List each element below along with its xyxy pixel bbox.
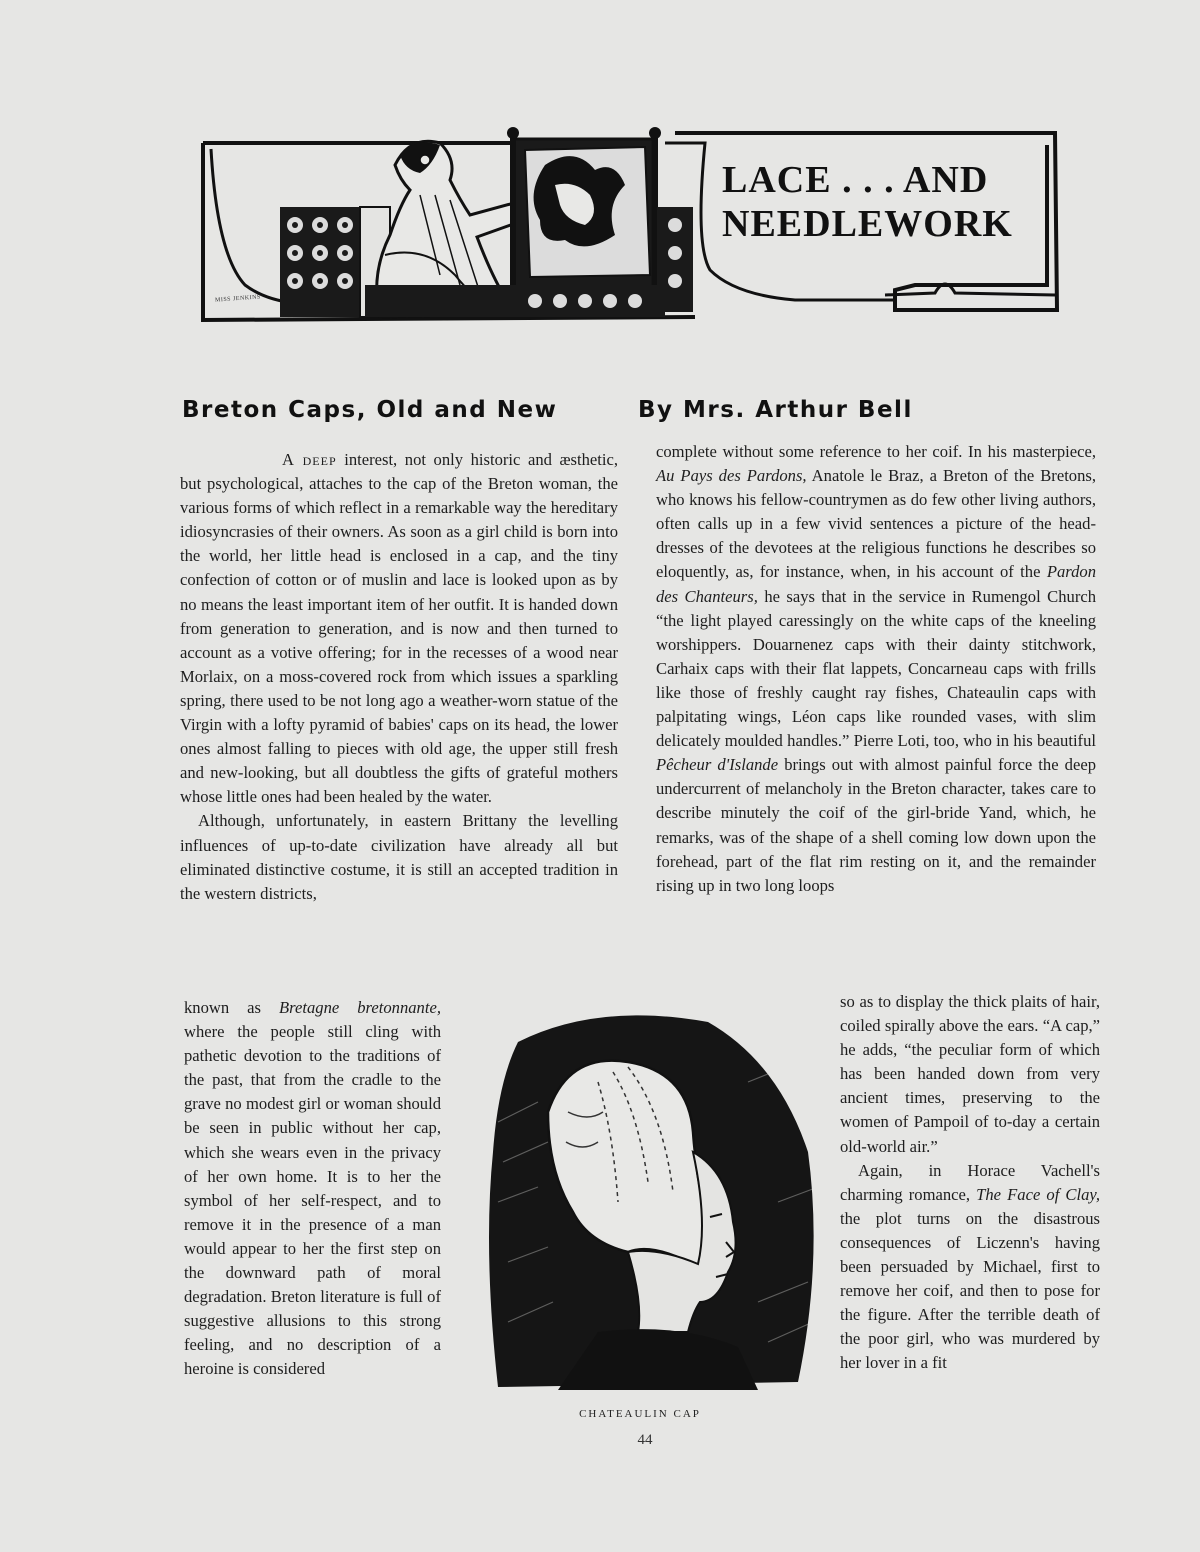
illustration-caption: CHATEAULIN CAP [579,1408,701,1420]
chateaulin-cap-illustration [478,1002,828,1394]
italic-title: Au Pays des Pardons, [656,466,807,486]
section-title-line1: LACE . . . AND [722,159,989,201]
text-span: Anatole le Braz, a Breton of the Bretons, who knows his fellow-countrymen as do few other living authors, often calls up in a few vivid sentences a picture of the head-dresses of the devotees at the religious functions he describes so eloquently, as, for instance, when, in his account of the [656,466,1097,582]
paragraph-1-text: interest, not only historic and æsthetic, but psychological, attaches to the cap of the Breton woman, the various forms of which reflect in a remarkable way the hereditary idiosyncrasies of their owners. As soon as a girl child is born into the world, her little head is enclosed in a cap, and the tiny confection of cotton or of muslin and lace is looked upon as by no means the least important item of her outfit. It is handed down from generation to generation, and is now and then turned to account as a votive offering; for in the recesses of a wood near Morlaix, on a moss-covered rock from which issues a sparkling spring, there used to be not long ago a weather-worn statue of the Virgin with a lofty pyramid of babies' caps on its head, the lower ones almost falling to pieces with old age, the upper still fresh and new-looking, but all doubtless the gifts of grateful mothers whose little ones had been healed by the water. [180,450,619,807]
right-column-main [656,440,1096,898]
paragraph-3-continued: so as to display the thick plaits of hair, coiled spirally above the ears. “A cap,” he adds, “the peculiar form of which has been handed down from very ancient times, preserving to the women of Pampoil of to-day a certain old-world air.” [840,992,1100,1156]
artist-signature: MISS JENKINS [214,294,261,304]
italic-title: Pêcheur d'Islande [656,755,779,775]
italic-title: Pardon des Chanteurs, [656,562,1096,606]
page-number: 44 [637,1432,653,1448]
text-span: where the people still cling with pathetic devotion to the traditions of the past, that from the cradle to the grave no modest girl or woman should be seen in public without her cap, which she wears even in the privacy of her own home. It is to her the symbol of her self-respect, and to remove it in the presence of a man would appear to her the first step on the downward path of moral degradation. Breton literature is full of suggestive allusions to this strong feeling, and no description of a heroine is considered [184,1022,441,1379]
italic-term: Bretagne bretonnante, [279,998,441,1017]
article-byline: By Mrs. Arthur Bell [638,397,913,423]
text-span: known as [184,998,262,1017]
left-column-main [180,448,618,906]
paragraph-2: Although, unfortunately, in eastern Brittany the levelling influences of up-to-date civilization have already all but eliminated distinctive costume, it is still an accepted tradition in the western districts, [180,811,618,903]
left-column-narrow [184,996,441,1382]
right-column-narrow [840,990,1100,1376]
italic-title: The Face of Clay, [976,1184,1100,1204]
paragraph-3 [656,440,1096,898]
article-title: Breton Caps, Old and New [182,397,558,423]
paragraph-1 [180,448,618,809]
paragraph-lead: A deep [282,450,337,469]
text-span: complete without some reference to her coif. In his masterpiece, [656,442,1096,461]
text-span: brings out with almost painful force the deep undercurrent of melancholy in the Breton character, takes care to describe minutely the coif of the girl-bride Yand, which, he remarks, was of the shape of a shell coming low down upon the forehead, part of the flat rim resting on it, and the remainder rising up in two long loops [656,755,1096,895]
text-span: Again, in Horace Vachell's charming romance, [840,1160,1100,1204]
section-title [722,158,1052,246]
text-span: the plot turns on the disastrous consequences of Liczenn's having been persuaded by Michael, first to remove her coif, and then to pose for the figure. After the terrible death of the poor girl, who was murdered by her lover in a fit [840,1208,1100,1373]
paragraph-4 [840,1159,1100,1376]
paragraph-2-continued [184,996,441,1382]
text-span: he says that in the service in Rumengol Church “the light played caressingly on the white caps of the kneeling worshippers. Douarnenez caps with their dainty stitchwork, Carhaix caps with their flat lappets, Concarneau caps with frills like those of freshly caught ray fishes, Chateaulin caps with palpitating wings, Léon caps like rounded vases, with slim delicately moulded handles.” Pierre Loti, too, who in his beautiful [656,586,1097,751]
section-title-line2: NEEDLEWORK [722,203,1013,245]
